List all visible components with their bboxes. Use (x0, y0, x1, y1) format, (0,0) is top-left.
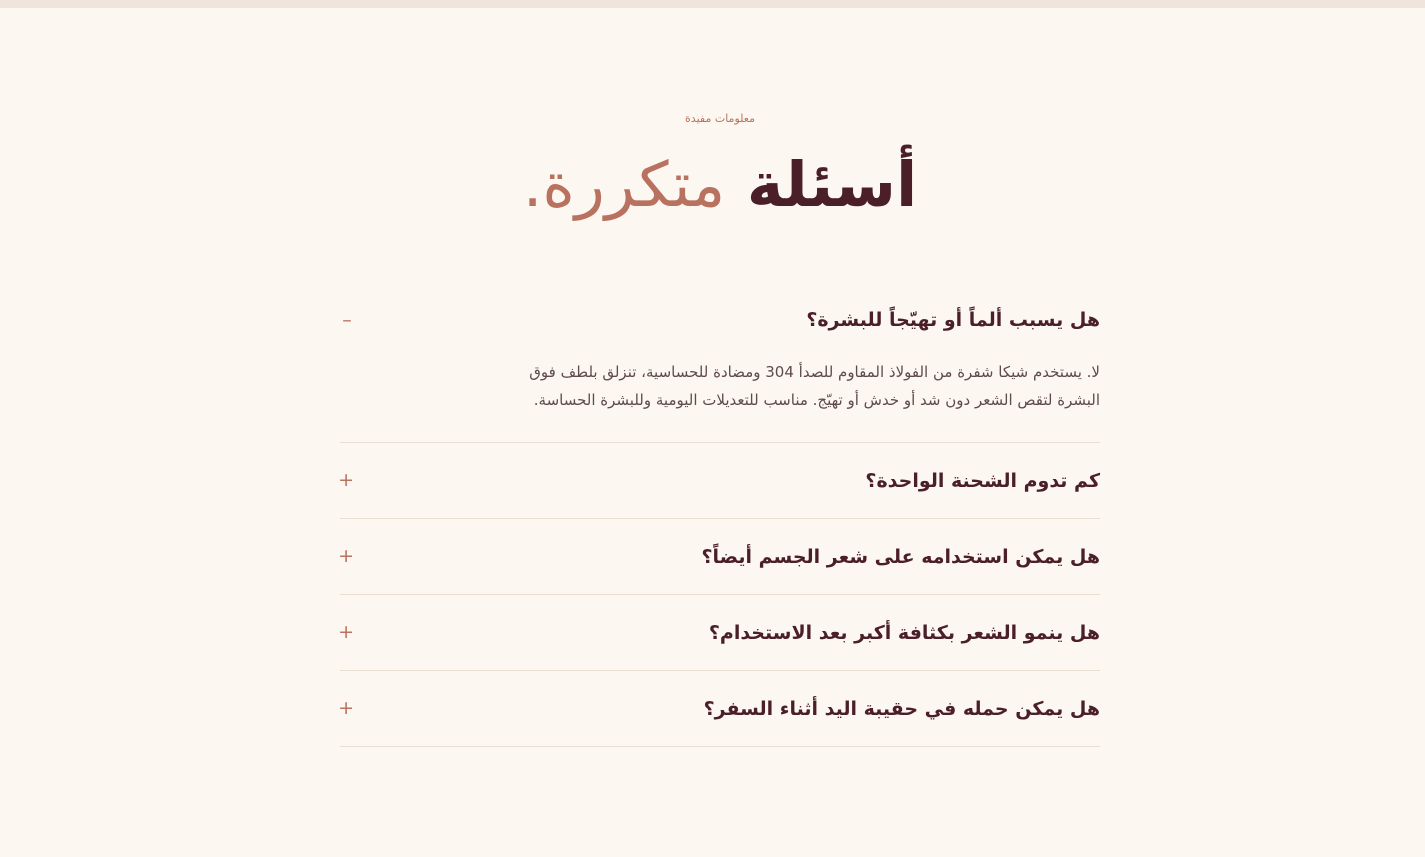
faq-question-text: هل يمكن استخدامه على شعر الجسم أيضاً؟ (701, 545, 1100, 568)
faq-item (340, 290, 1100, 443)
plus-icon[interactable]: + (338, 469, 354, 491)
faq-question-text: هل يمكن حمله في حقيبة اليد أثناء السفر؟ (703, 697, 1100, 720)
faq-item (340, 671, 1100, 747)
faq-question-text: كم تدوم الشحنة الواحدة؟ (865, 469, 1100, 492)
faq-item (340, 595, 1100, 671)
faq-question-toggle[interactable] (340, 519, 1100, 594)
faq-question-text: هل ينمو الشعر بكثافة أكبر بعد الاستخدام؟ (708, 621, 1100, 644)
faq-question-toggle[interactable] (340, 671, 1100, 746)
plus-icon[interactable]: + (338, 621, 354, 643)
plus-icon[interactable]: + (338, 697, 354, 719)
faq-list (340, 290, 1100, 747)
faq-item (340, 519, 1100, 595)
section-eyebrow: معلومات مفيدة (685, 112, 755, 125)
faq-question-text: هل يسبب ألماً أو تهيّجاً للبشرة؟ (806, 309, 1100, 331)
faq-question-toggle[interactable] (340, 290, 1100, 350)
faq-section (340, 0, 1100, 857)
section-title-main: أسئلة (746, 148, 918, 221)
minus-icon[interactable]: – (342, 308, 352, 331)
faq-question-toggle[interactable] (340, 595, 1100, 670)
faq-item (340, 443, 1100, 519)
section-title (340, 140, 1100, 230)
faq-question-toggle[interactable] (340, 443, 1100, 518)
section-title-accent: متكررة. (522, 148, 726, 221)
faq-answer: لا. يستخدم شيكا شفرة من الفولاذ المقاوم للصدأ 304 ومضادة للحساسية، تنزلق بلطف فوق البشرة لتقص الشعر دون شد أو خدش أو تهيّج. مناسب للتعديلات اليومية وللبشرة الحساسة. (529, 363, 1100, 409)
plus-icon[interactable]: + (338, 545, 354, 567)
